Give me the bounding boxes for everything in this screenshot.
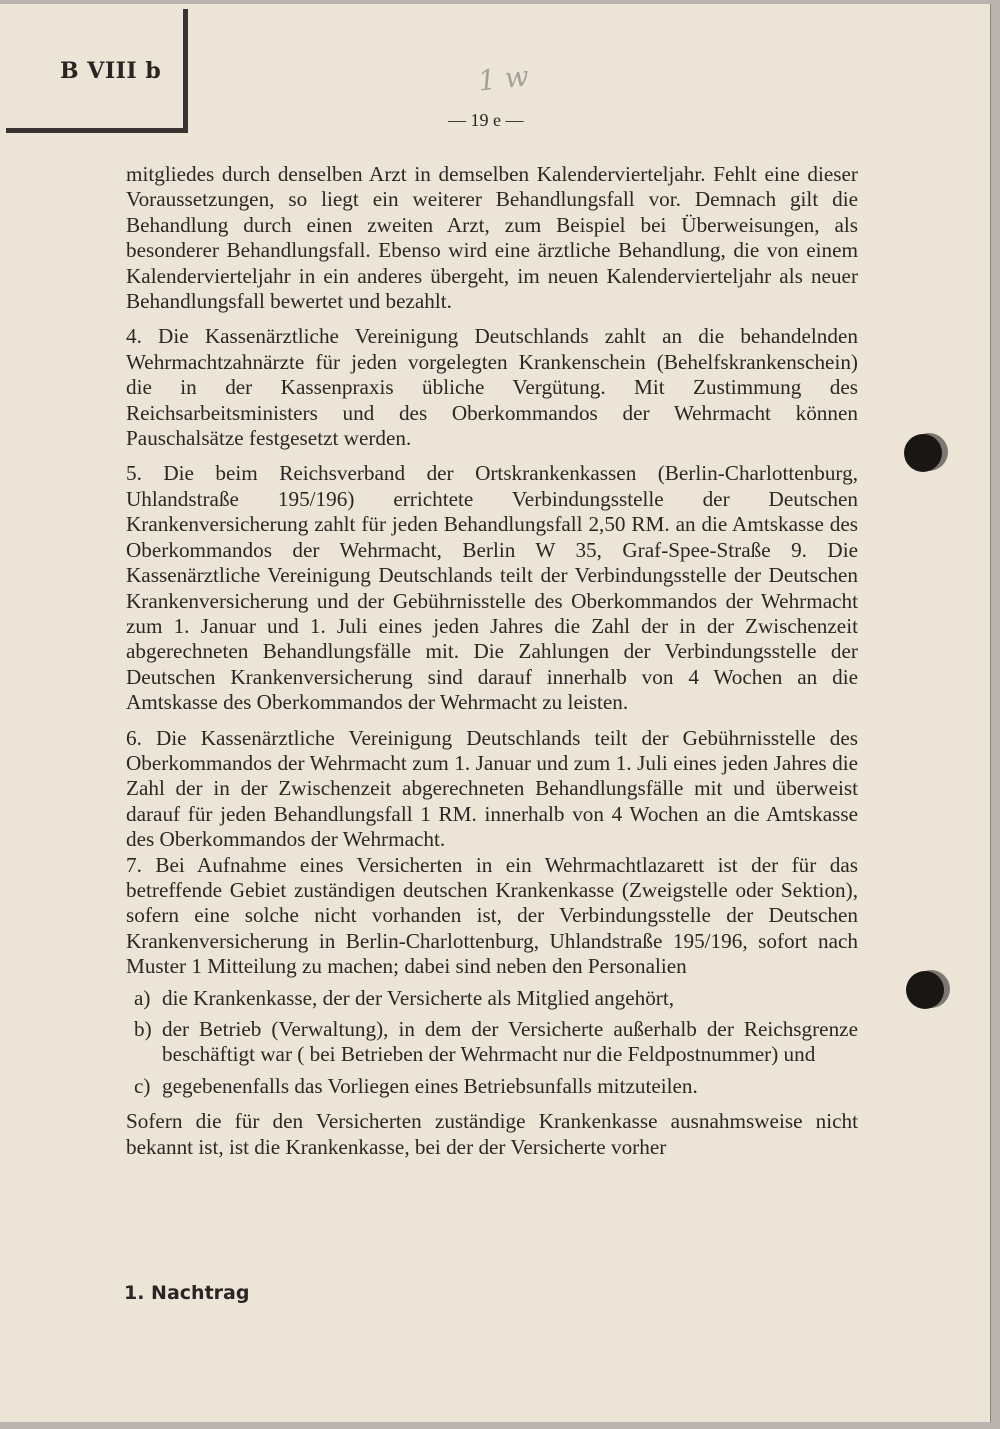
list-item	[126, 1017, 858, 1068]
pencil-annotation: 1 w	[476, 59, 531, 98]
paragraph-4: 4. Die Kassenärztliche Vereinigung Deutschlands zahlt an die behandelnden Wehrmachtzahnärzte für jeden vorgelegten Krankenschein (Behelfskrankenschein) die in der Kassenpraxis übliche Vergütung. Mit Zustimmung des Reichsarbeitsministers und des Oberkommandos der Wehrmacht können Pauschalsätze festgesetzt werden.	[126, 324, 858, 451]
list-text: der Betrieb (Verwaltung), in dem der Versicherte außerhalb der Reichsgrenze beschäftigt war ( bei Betrieben der Wehrmacht nur die Feldpostnummer) und	[162, 1017, 858, 1067]
paragraph-5: 5. Die beim Reichsverband der Ortskrankenkassen (Berlin-Charlottenburg, Uhlandstraße 195/196) errichtete Verbindungsstelle der Deutschen Krankenversicherung zahlt für jeden Behandlungsfall 2,50 RM. an die Amtskasse des Oberkommandos der Wehrmacht, Berlin W 35, Graf-Spee-Straße 9. Die Kassenärztliche Vereinigung Deutschlands teilt der Verbindungsstelle der Deutschen Krankenversicherung und der Gebührnisstelle des Oberkommandos der Wehrmacht zum 1. Januar und 1. Juli eines jeden Jahres die Zahl der in der Zwischenzeit abgerechneten Behandlungsfälle mit. Die Zahlungen der Verbindungsstelle der Deutschen Krankenversicherung sind darauf innerhalb von 4 Wochen an die Amtskasse des Oberkommandos der Wehrmacht zu leisten.	[126, 461, 858, 715]
section-code: B VIII b	[60, 58, 162, 84]
paragraph-final: Sofern die für den Versicherten zuständige Krankenkasse ausnahmsweise nicht bekannt ist, ist die Krankenkasse, bei der der Versicherte vorher	[126, 1109, 858, 1159]
punch-hole-bottom	[906, 971, 944, 1009]
supplement-label: 1. Nachtrag	[124, 1282, 250, 1304]
header-frame-rule-horizontal	[6, 128, 188, 133]
list-marker: c)	[134, 1073, 151, 1098]
list-marker: a)	[134, 985, 151, 1010]
document-page	[0, 4, 991, 1422]
notification-list	[126, 986, 858, 1100]
page-number: — 19 e —	[448, 110, 524, 130]
list-text: gegebenenfalls das Vorliegen eines Betriebsunfalls mitzuteilen.	[162, 1073, 698, 1098]
paragraph-7: 7. Bei Aufnahme eines Versicherten in ein Wehrmachtlazarett ist der für das betreffende Gebiet zuständigen deutschen Krankenkasse (Zweigstelle oder Sektion), sofern eine solche nicht vorhanden ist, der Verbindungsstelle der Deutschen Krankenversicherung in Berlin-Charlottenburg, Uhlandstraße 195/196, sofort nach Muster 1 Mitteilung zu machen; dabei sind neben den Personalien	[126, 852, 858, 979]
punch-hole-top	[904, 434, 942, 472]
list-item	[126, 986, 858, 1011]
body-text	[126, 162, 858, 1160]
list-marker: b)	[134, 1017, 152, 1041]
header-frame-rule-vertical	[183, 9, 188, 133]
paragraph-6: 6. Die Kassenärztliche Vereinigung Deutschlands teilt der Gebührnisstelle des Oberkommandos der Wehrmacht zum 1. Januar und zum 1. Juli eines jeden Jahres die Zahl der in der Zwischenzeit abgerechneten Behandlungsfälle mit und überweist darauf für jeden Behandlungsfall 1 RM. innerhalb von 4 Wochen an die Amtskasse des Oberkommandos der Wehrmacht.	[126, 725, 858, 852]
list-text: die Krankenkasse, der der Versicherte als Mitglied angehört,	[162, 985, 675, 1010]
paragraph-continuation: mitgliedes durch denselben Arzt in demselben Kalendervierteljahr. Fehlt eine dieser Voraussetzungen, so liegt ein weiterer Behandlungsfall vor. Demnach gilt die Behandlung durch einen zweiten Arzt, zum Beispiel bei Überweisungen, als besonderer Behandlungsfall. Ebenso wird eine ärztliche Behandlung, die von einem Kalendervierteljahr in ein anderes übergeht, im neuen Kalendervierteljahr als neuer Behandlungsfall bewertet und bezahlt.	[126, 162, 858, 314]
list-item	[126, 1074, 858, 1099]
